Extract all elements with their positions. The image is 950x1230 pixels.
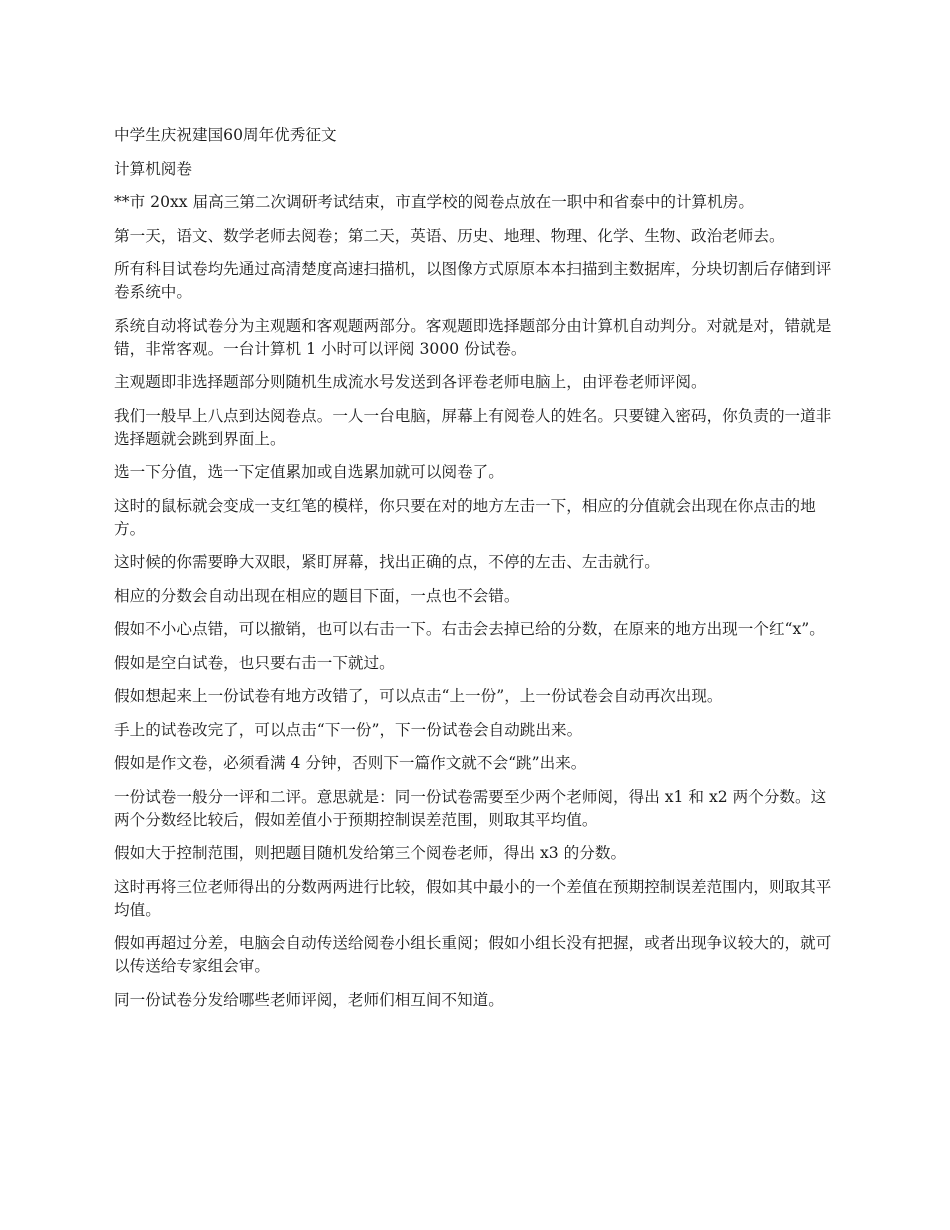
paragraph: **市 20xx 届高三第二次调研考试结束，市直学校的阅卷点放在一职中和省泰中的计算机房。 [114, 193, 754, 211]
paragraph: 手上的试卷改完了，可以点击“下一份”，下一份试卷会自动跳出来。 [114, 720, 583, 739]
document-title: 中学生庆祝建国60周年优秀征文 [114, 126, 337, 144]
document-subtitle: 计算机阅卷 [114, 159, 192, 178]
paragraph: 同一份试卷分发给哪些老师评阅，老师们相互间不知道。 [114, 990, 504, 1009]
paragraph: 所有科目试卷均先通过高清楚度高速扫描机，以图像方式原原本本扫描到主数据库，分块切割后存储到评卷系统中。 [114, 260, 832, 301]
paragraph: 第一天，语文、数学老师去阅卷；第二天，英语、历史、地理、物理、化学、生物、政治老师去。 [114, 226, 785, 245]
paragraph: 相应的分数会自动出现在相应的题目下面，一点也不会错。 [114, 586, 520, 605]
paragraph: 选一下分值，选一下定值累加或自选累加就可以阅卷了。 [114, 463, 504, 481]
paragraph: 系统自动将试卷分为主观题和客观题两部分。客观题即选择题部分由计算机自动判分。对就是对，错就是错，非常客观。一台计算机 1 小时可以评阅 3000 份试卷。 [114, 316, 832, 358]
paragraph: 假如不小心点错，可以撤销，也可以右击一下。右击会去掉已给的分数，在原来的地方出现一个红“x”。 [114, 620, 825, 638]
paragraph: 这时候的你需要睁大双眼，紧盯屏幕，找出正确的点，不停的左击、左击就行。 [114, 553, 660, 571]
document-body [114, 124, 838, 1022]
paragraph: 我们一般早上八点到达阅卷点。一人一台电脑，屏幕上有阅卷人的姓名。只要键入密码，你负责的一道非选择题就会跳到界面上。 [114, 406, 832, 448]
paragraph: 这时再将三位老师得出的分数两两进行比较，假如其中最小的一个差值在预期控制误差范围内，则取其平均值。 [114, 877, 832, 919]
paragraph: 假如大于控制范围，则把题目随机发给第三个阅卷老师，得出 x3 的分数。 [114, 844, 627, 862]
paragraph: 假如再超过分差，电脑会自动传送给阅卷小组长重阅；假如小组长没有把握，或者出现争议较大的，就可以传送给专家组会审。 [114, 934, 832, 975]
paragraph: 主观题即非选择题部分则随机生成流水号发送到各评卷老师电脑上，由评卷老师评阅。 [114, 373, 707, 391]
paragraph: 这时的鼠标就会变成一支红笔的模样，你只要在对的地方左击一下，相应的分值就会出现在你点击的地方。 [114, 496, 816, 538]
paragraph: 一份试卷一般分一评和二评。意思就是：同一份试卷需要至少两个老师阅，得出 x1 和 x2 两个分数。这两个分数经比较后，假如差值小于预期控制误差范围，则取其平均值。 [114, 787, 827, 829]
paragraph: 假如是空白试卷，也只要右击一下就过。 [114, 653, 395, 672]
paragraph: 假如是作文卷，必须看满 4 分钟，否则下一篇作文就不会“跳”出来。 [114, 754, 587, 772]
paragraph: 假如想起来上一份试卷有地方改错了，可以点击“上一份”，上一份试卷会自动再次出现。 [114, 687, 723, 705]
